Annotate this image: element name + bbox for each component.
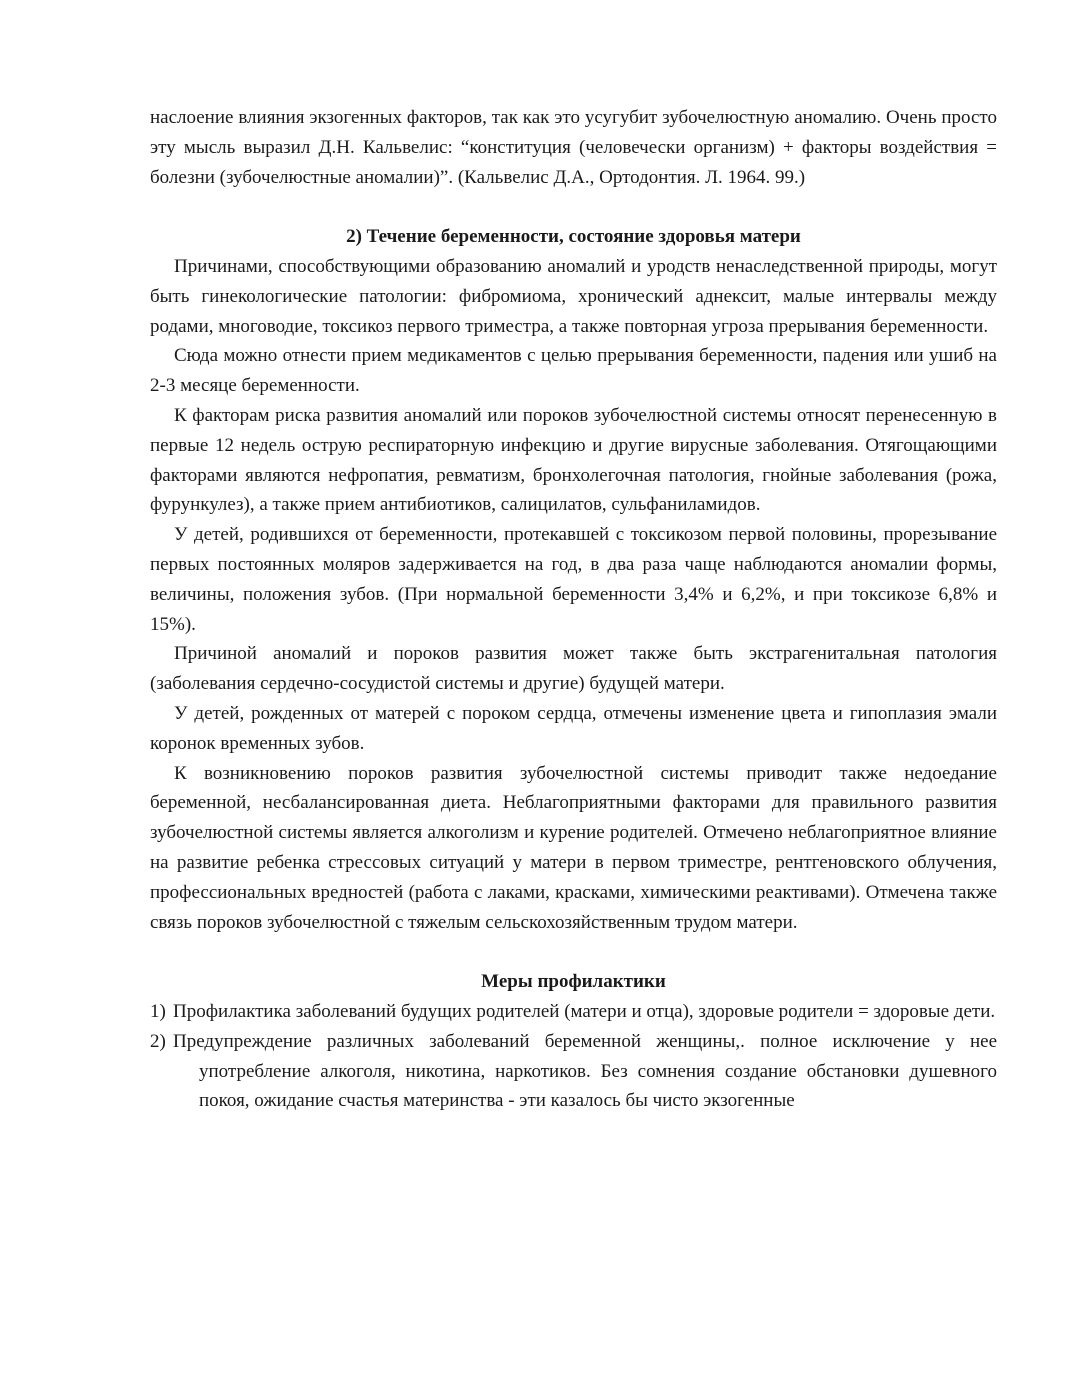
paragraph: К факторам риска развития аномалий или пороков зубочелюстной системы относят перенесенную в первые 12 недель острую респираторную инфекцию и другие вирусные заболевания. Отягощающими факторами являются нефропатия, ревматизм, бронхолегочная патология, гнойные заболевания (рожа, фурункулез), а также прием антибиотиков, салицилатов, сульфаниламидов.	[150, 404, 997, 516]
paragraph: Причиной аномалий и пороков развития может также быть экстрагенитальная патология (заболевания сердечно-сосудистой системы и другие) будущей матери.	[150, 643, 997, 695]
paragraph: У детей, рожденных от матерей с пороком сердца, отмечены изменение цвета и гипоплазия эмали коронок временных зубов.	[150, 702, 997, 754]
list-item-number: 2)	[150, 1030, 166, 1052]
spacer	[150, 192, 997, 222]
intro-paragraph: наслоение влияния экзогенных факторов, так как это усугубит зубочелюстную аномалию. Очень просто эту мысль выразил Д.Н. Кальвелис: “конституция (человечески организм) + факторы воздействия = болезни (зубочелюстные аномалии)”. (Кальвелис Д.А., Ортодонтия. Л. 1964. 99.)	[150, 107, 997, 188]
list-item-text: Предупреждение различных заболеваний беременной женщины,. полное исключение у нее употребление алкоголя, никотина, наркотиков. Без сомнения создание обстановки душевного покоя, ожидание счастья материнства - эти казалось бы чисто экзогенные	[173, 1030, 997, 1112]
document-page	[150, 103, 997, 1116]
prevention-list	[150, 997, 997, 1116]
paragraph: У детей, родившихся от беременности, протекавшей с токсикозом первой половины, прорезывание первых постоянных моляров задерживается на год, в два раза чаще наблюдаются аномалии формы, величины, положения зубов. (При нормальной беременности 3,4% и 6,2%, и при токсикозе 6,8% и 15%).	[150, 524, 997, 635]
paragraph: Сюда можно отнести прием медикаментов с целью прерывания беременности, падения или ушиб на 2-3 месяце беременности.	[150, 345, 997, 397]
list-item	[150, 1027, 997, 1116]
list-item-text: Профилактика заболеваний будущих родителей (матери и отца), здоровые родители = здоровые дети.	[173, 1000, 996, 1022]
list-item-number: 1)	[150, 1000, 166, 1022]
section-heading-prevention: Меры профилактики	[481, 971, 666, 993]
paragraph: Причинами, способствующими образованию аномалий и уродств ненаследственной природы, могут быть гинекологические патологии: фибромиома, хронический аднексит, малые интервалы между родами, многоводие, токсикоз первого триместра, а также повторная угроза прерывания беременности.	[150, 255, 997, 337]
paragraph: К возникновению пороков развития зубочелюстной системы приводит также недоедание беременной, несбалансированная диета. Неблагоприятными факторами для правильного развития зубочелюстной системы является алкоголизм и курение родителей. Отмечено неблагоприятное влияние на развитие ребенка стрессовых ситуаций у матери в первом триместре, рентгеновского облучения, профессиональных вредностей (работа с лаками, красками, химическими реактивами). Отмечена также связь пороков зубочелюстной с тяжелым сельскохозяйственным трудом матери.	[150, 762, 997, 933]
section-heading-pregnancy: 2) Течение беременности, состояние здоровья матери	[346, 226, 801, 248]
spacer	[150, 937, 997, 967]
list-item	[150, 997, 997, 1027]
